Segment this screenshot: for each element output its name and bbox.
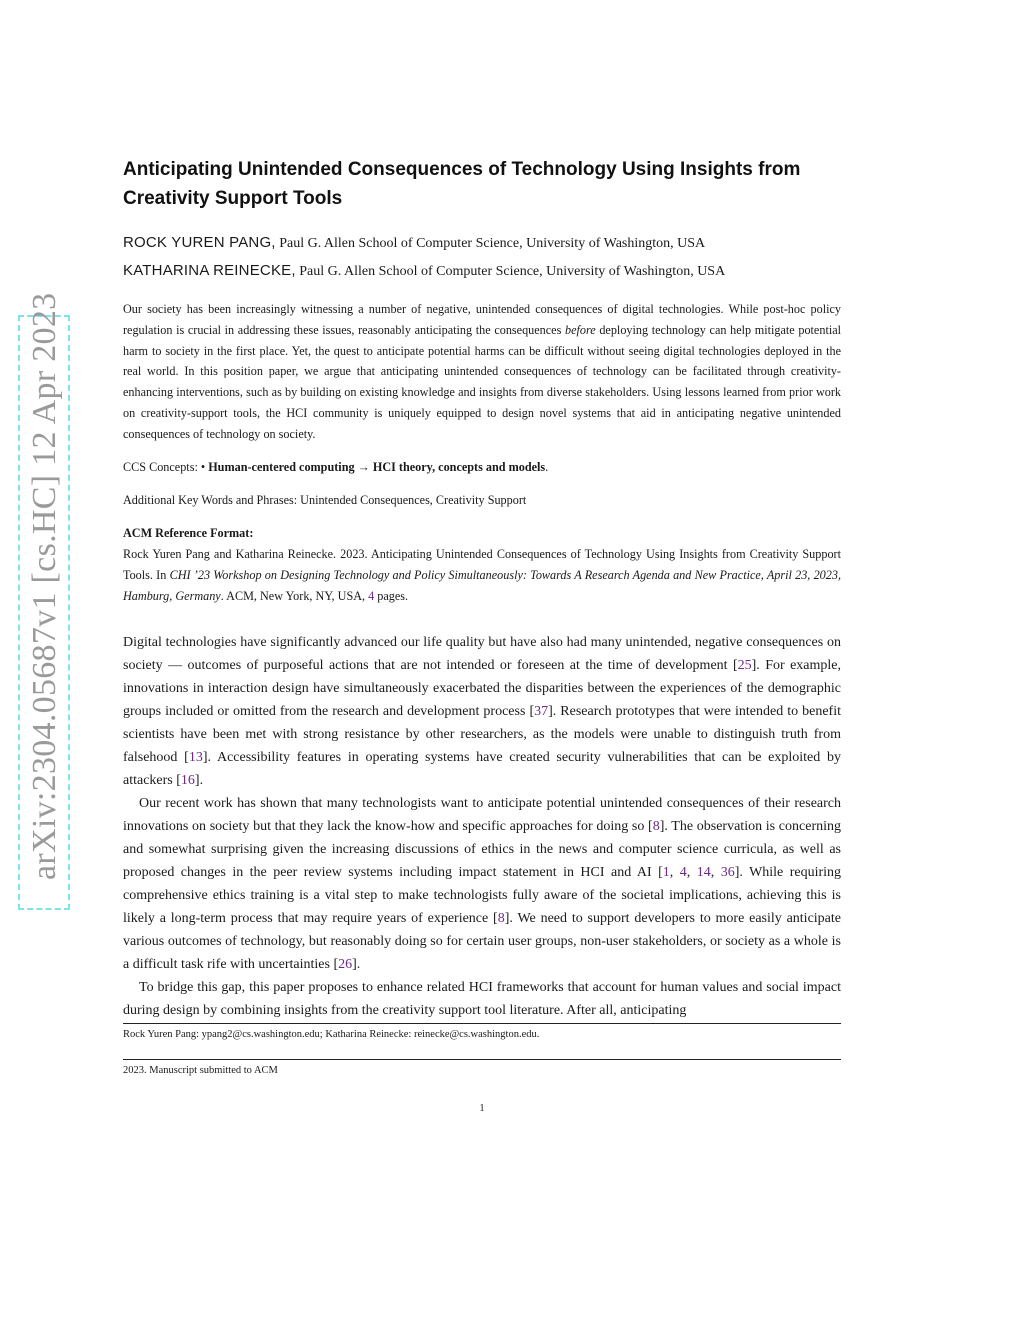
arxiv-identifier[interactable]: arXiv:2304.05687v1 [cs.HC] 12 Apr 2023 [26, 292, 63, 880]
paper-title: Anticipating Unintended Consequences of Technology Using Insights from Creativity Support Tools [123, 159, 801, 209]
citation-separator: , [686, 864, 697, 880]
abstract-text: Our society has been increasingly witnessing a number of negative, unintended consequences of digital technologies. While post-hoc policy regulation is crucial in addressing these issues, reasonably anticipating the consequences [123, 302, 841, 337]
body-paragraph [123, 631, 841, 792]
reference-citation: Rock Yuren Pang and Katharina Reinecke. 2023. Anticipating Unintended Consequences of Technology Using Insights from Creativity Support Tools. In [123, 546, 841, 582]
keywords: Additional Key Words and Phrases: Unintended Consequences, Creativity Support [123, 492, 527, 507]
paragraph-text: ]. Accessibility features in operating systems have created security vulnerabilities that can be exploited by attackers [ [123, 749, 841, 788]
citation-link[interactable]: 1 [662, 864, 670, 880]
citation-link[interactable]: 25 [737, 657, 752, 673]
author-affiliation: Paul G. Allen School of Computer Science, University of Washington, USA [295, 264, 726, 279]
reference-pages-link[interactable]: 4 [368, 588, 375, 603]
author-entry [123, 229, 841, 257]
ccs-concept-list: Human-centered computing → HCI theory, concepts and models [208, 459, 546, 474]
abstract-emphasis: before [564, 322, 596, 337]
acm-reference-label: ACM Reference Format: [123, 525, 254, 540]
paragraph-text: ]. We need to support developers to more easily anticipate various outcomes of technology, but reasonably doing so for certain user groups, non-user stakeholders, or society as a whole is a difficult task rife with uncertainties [ [123, 910, 841, 972]
citation-link[interactable]: 16 [180, 772, 195, 788]
paragraph-text: ]. [352, 956, 361, 972]
author-list [123, 229, 841, 285]
reference-pages-suffix: pages. [374, 588, 409, 603]
citation-link[interactable]: 8 [652, 818, 660, 834]
paper-first-page [123, 150, 841, 1022]
paragraph-text: Our recent work has shown that many technologists want to anticipate potential unintended consequences of their research innovations on society but that they lack the know-how and specific approaches for doing so [ [123, 795, 841, 834]
author-name: KATHARINA REINECKE, [123, 262, 296, 279]
citation-link[interactable]: 13 [188, 749, 203, 765]
citation-link[interactable]: 37 [534, 703, 549, 719]
paragraph-text: ]. While requiring comprehensive ethics training is a vital step to make technologists fully aware of the societal implications, achieving this is likely a long-term process that may require years of experience [ [123, 864, 842, 926]
ccs-label: CCS Concepts: • [123, 459, 209, 474]
ccs-end: . [545, 459, 549, 474]
paragraph-text: ]. For example, innovations in interaction design have simultaneously exacerbated the disparities between the experiences of the demographic groups included or omitted from the research and development process [ [123, 657, 842, 719]
citation-link[interactable]: 8 [497, 910, 505, 926]
body-paragraph: To bridge this gap, this paper proposes to enhance related HCI frameworks that account for human values and social impact during design by combining insights from the creativity support tool literature. After all, anticipating [123, 979, 841, 1018]
citation-link[interactable]: 4 [679, 864, 687, 880]
footnote-divider [123, 1059, 841, 1060]
citation-link[interactable]: 36 [720, 864, 735, 880]
author-entry [123, 257, 841, 285]
citation-link[interactable]: 14 [696, 864, 711, 880]
paragraph-text: ]. The observation is concerning and somewhat surprising given the increasing discussions of ethics in the news and computer science curricula, as well as proposed changes in the peer review systems including impact statement in HCI and AI [ [123, 818, 841, 880]
reference-venue: CHI ’23 Workshop on Designing Technology and Policy Simultaneously: Towards A Research Agenda and New Practice, April 23, 2023, Hamburg, Germany [123, 567, 842, 603]
author-name: ROCK YUREN PANG, [123, 234, 276, 251]
paragraph-text: ]. Research prototypes that were intended to benefit scientists have been met with strong resistance by other researchers, as the models were unable to distinguish truth from falsehood [ [123, 703, 841, 765]
citation-separator: , [710, 864, 721, 880]
abstract [123, 299, 841, 445]
body-text [123, 631, 841, 1022]
page-number: 1 [479, 1103, 485, 1114]
author-contacts-footnote: Rock Yuren Pang: ypang2@cs.washington.edu; Katharina Reinecke: reinecke@cs.washington.edu. [123, 1029, 540, 1040]
manuscript-note: 2023. Manuscript submitted to ACM [123, 1065, 278, 1076]
acm-reference-text [123, 544, 841, 607]
author-affiliation: Paul G. Allen School of Computer Science, University of Washington, USA [275, 236, 706, 251]
citation-link[interactable]: 26 [338, 956, 353, 972]
citation-separator: , [669, 864, 680, 880]
body-paragraph [123, 792, 841, 976]
ccs-concepts [123, 457, 841, 478]
paragraph-text: ]. [194, 772, 204, 788]
abstract-text-continued: deploying technology can help mitigate potential harm to society in the first place. Yet, the quest to anticipate potential harms can be difficult without seeing digital technologies deployed in the real world. In this position paper, we argue that anticipating unintended consequences of technology can be facilitated through creativity-enhancing interventions, such as by building on existing knowledge and insights from diverse stakeholders. Using lessons learned from prior work on creativity-support tools, the HCI community is uniquely equipped to design novel systems that aid in anticipating negative unintended consequences of technology on society. [123, 322, 842, 441]
paragraph-text: Digital technologies have significantly advanced our life quality but have also had many unintended, negative consequences on society — outcomes of purposeful actions that are not intended or foreseen at the time of development [ [123, 634, 841, 673]
footnote-divider [123, 1023, 841, 1024]
reference-publisher: . ACM, New York, NY, USA, [220, 588, 369, 603]
